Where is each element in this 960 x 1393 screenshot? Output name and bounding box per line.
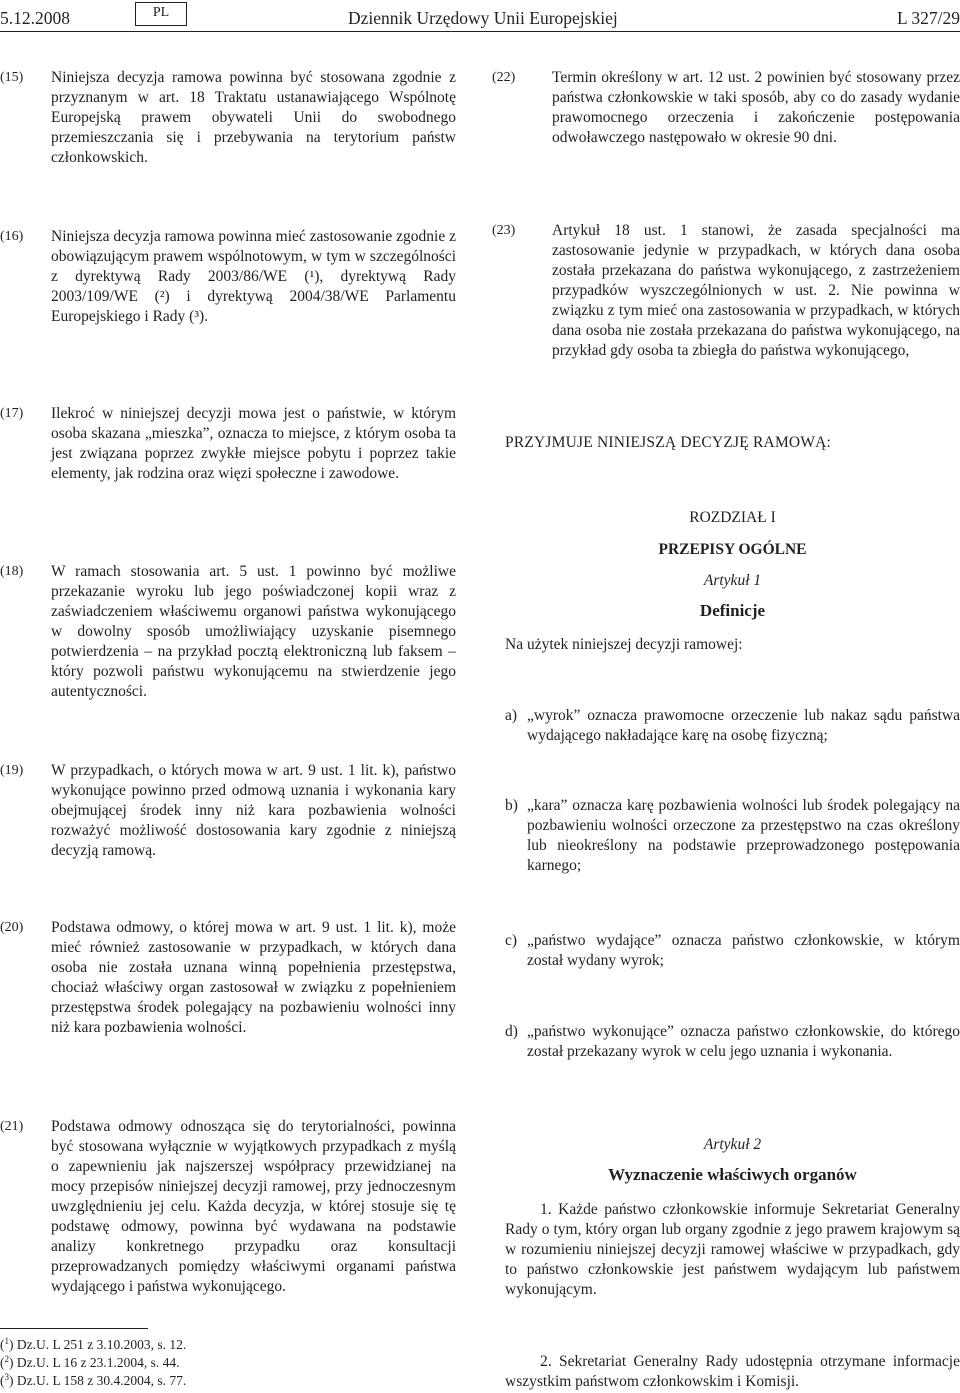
footnote-divider	[0, 1328, 148, 1329]
item-label: d)	[505, 1023, 518, 1040]
item-text: „kara” oznacza karę pozbawienia wolności lub środek polegający na pozbawieniu wolności orzeczone za przestępstwo na czas określony lub nieokreślony na podstawie przeprowadzonego postępowania karnego;	[527, 797, 960, 874]
recital-text: Termin określony w art. 12 ust. 2 powinien być stosowany przez państwa członkowskie w taki sposób, aby co do zasady wydanie prawomocnego orzeczenia i zakończenie postępowania odwoławczego następowało w okresie 90 dni.	[552, 69, 960, 146]
recital-number: (22)	[492, 70, 516, 85]
article-2-paragraph-2: 2. Sekretariat Generalny Rady udostępnia otrzymane informacje wszystkim państwom członkowskim i Komisji.	[505, 1353, 960, 1390]
recital-text: Artykuł 18 ust. 1 stanowi, że zasada specjalności ma zastosowanie jedynie w przypadkach, w których dana osoba została przekazana do państwa wykonującego, z zastrzeżeniem przypadków wyszczególnionych w ust. 2. Nie powinna w związku z tym mieć ona zastosowania w przypadkach, w których dana osoba nie została przekazana do państwa wykonującego, na przykład gdy osoba ta zbiegła do państwa wykonującego,	[552, 222, 960, 359]
definition-c	[505, 931, 960, 971]
footnote-1: ($^1$) Dz.U. L 251 z 3.10.2003, s. 12.	[0, 1336, 187, 1352]
recital-17	[0, 404, 456, 484]
definition-d	[505, 1022, 960, 1062]
footnote-text: Dz.U. L 158 z 30.4.2004, s. 77.	[16, 1373, 187, 1388]
recital-text: Podstawa odmowy, o której mowa w art. 9 ust. 1 lit. k), może mieć również zastosowanie w przypadkach, w których dana osoba nie została uznana winną popełnienia przestępstwa, chociaż właściwy organ zastosował w związku z popełnieniem przestępstwa środek polegający na pozbawieniu wolności inny niż kara pozbawienia wolności.	[51, 919, 456, 1036]
recital-text: W przypadkach, o których mowa w art. 9 ust. 1 lit. k), państwo wykonujące powinno przed odmową uznania i wykonania kary obejmującej środek inny niż kara pozbawienia wolności rozważyć możliwość dostosowania kary zgodnie z niniejszą decyzją ramową.	[51, 762, 456, 859]
item-label: a)	[505, 707, 518, 724]
header-divider	[0, 31, 960, 32]
recital-text: Podstawa odmowy odnosząca się do terytorialności, powinna być stosowana wyłącznie w wyjątkowych przypadkach z myślą o zapewnieniu jak najszerszej współpracy przewidzianej na mocy przepisów niniejszej decyzji ramowej, przy jednoczesnym uwzględnieniu jej celu. Każda decyzja, w której stosuje się tę podstawę odmowy, powinna być wydawana na podstawie analizy konkretnego przypadku oraz konsultacji przeprowadzanych pomiędzy właściwymi organami państwa wydającego i państwa wykonującego.	[51, 1118, 456, 1295]
article-1-label: Artykuł 1	[703, 572, 762, 589]
footnote-text: Dz.U. L 16 z 23.1.2004, s. 44.	[16, 1355, 180, 1370]
recital-18	[0, 562, 456, 702]
item-text: „państwo wykonujące” oznacza państwo członkowskie, do którego został przekazany wyrok w celu jego uznania i wykonania.	[527, 1023, 960, 1060]
recital-text: W ramach stosowania art. 5 ust. 1 powinno być możliwe przekazanie wyroku lub jego poświadczonej kopii wraz z zaświadczeniem właściwemu organowi państwa wykonującego w dowolny sposób umożliwiający uzyskanie pisemnego potwierdzenia – na przykład pocztą elektroniczną lub faksem – który pozwoli państwu wykonującemu na stwierdzenie jego autentyczności.	[51, 563, 456, 700]
item-label: b)	[505, 797, 518, 814]
page-header	[0, 2, 960, 28]
recital-number: (18)	[0, 564, 24, 579]
publication-date: 5.12.2008	[0, 8, 70, 28]
recital-number: (23)	[492, 223, 516, 238]
footnote-2: ($^2$) Dz.U. L 16 z 23.1.2004, s. 44.	[0, 1354, 180, 1370]
recital-23	[492, 221, 960, 361]
recital-number: (16)	[0, 229, 24, 244]
footnote-3: ($^3$) Dz.U. L 158 z 30.4.2004, s. 77.	[0, 1372, 187, 1388]
definition-a	[505, 706, 960, 746]
recital-number: (15)	[0, 70, 24, 85]
recital-number: (17)	[0, 406, 24, 421]
recital-number: (19)	[0, 763, 24, 778]
article-1-intro: Na użytek niniejszej decyzji ramowej:	[505, 636, 743, 653]
definition-b	[505, 796, 960, 876]
chapter-label: ROZDZIAŁ I	[689, 509, 776, 526]
recital-21	[0, 1117, 456, 1297]
item-label: c)	[505, 932, 518, 949]
recital-number: (21)	[0, 1119, 24, 1134]
article-2-title: Wyznaczenie właściwych organów	[608, 1165, 857, 1184]
recital-text: Niniejsza decyzja ramowa powinna być stosowana zgodnie z przyznanym w art. 18 Traktatu ustanawiającego Wspólnotę Europejską prawem obywateli Unii do swobodnego przemieszczania się i przebywania na terytorium państw członkowskich.	[51, 69, 456, 166]
adoption-formula: PRZYJMUJE NINIEJSZĄ DECYZJĘ RAMOWĄ:	[505, 434, 832, 451]
recital-number: (20)	[0, 920, 24, 935]
language-badge: PL	[135, 2, 187, 26]
recital-22	[492, 68, 960, 148]
recital-text: Niniejsza decyzja ramowa powinna mieć zastosowanie zgodnie z obowiązującym prawem wspólnotowym, w tym w szczególności z dyrektywą Rady 2003/86/WE (¹), dyrektywą Rady 2003/109/WE (²) i dyrektywą 2004/38/WE Parlamentu Europejskiego i Rady (³).	[51, 228, 456, 325]
recital-20	[0, 918, 456, 1038]
item-text: „państwo wydające” oznacza państwo członkowskie, w którym został wydany wyrok;	[527, 932, 960, 969]
journal-reference: L 327/29	[896, 8, 960, 28]
recital-text: Ilekroć w niniejszej decyzji mowa jest o państwie, w którym osoba skazana „mieszka”, oznacza to miejsce, z którym osoba ta jest związana poprzez zwykłe miejsce pobytu i poprzez takie elementy, jak rodzina oraz więzi społeczne i zawodowe.	[51, 405, 456, 482]
article-2-paragraph-1: 1. Każde państwo członkowskie informuje Sekretariat Generalny Rady o tym, który organ lub organy zgodnie z jego prawem krajowym są w rozumieniu niniejszej decyzji ramowej właściwe w przypadkach, gdy to państwo członkowskie jest państwem wydającym lub państwem wykonującym.	[505, 1201, 960, 1298]
recital-19	[0, 761, 456, 861]
journal-title: Dziennik Urzędowy Unii Europejskiej	[348, 8, 618, 28]
item-text: „wyrok” oznacza prawomocne orzeczenie lub nakaz sądu państwa wydającego nakładające karę na osobę fizyczną;	[527, 707, 960, 744]
recital-15	[0, 68, 456, 168]
article-1-title: Definicje	[699, 601, 766, 620]
chapter-title: PRZEPISY OGÓLNE	[658, 541, 807, 558]
article-2-label: Artykuł 2	[703, 1136, 762, 1153]
recital-16	[0, 227, 456, 327]
footnote-text: Dz.U. L 251 z 3.10.2003, s. 12.	[16, 1337, 187, 1352]
